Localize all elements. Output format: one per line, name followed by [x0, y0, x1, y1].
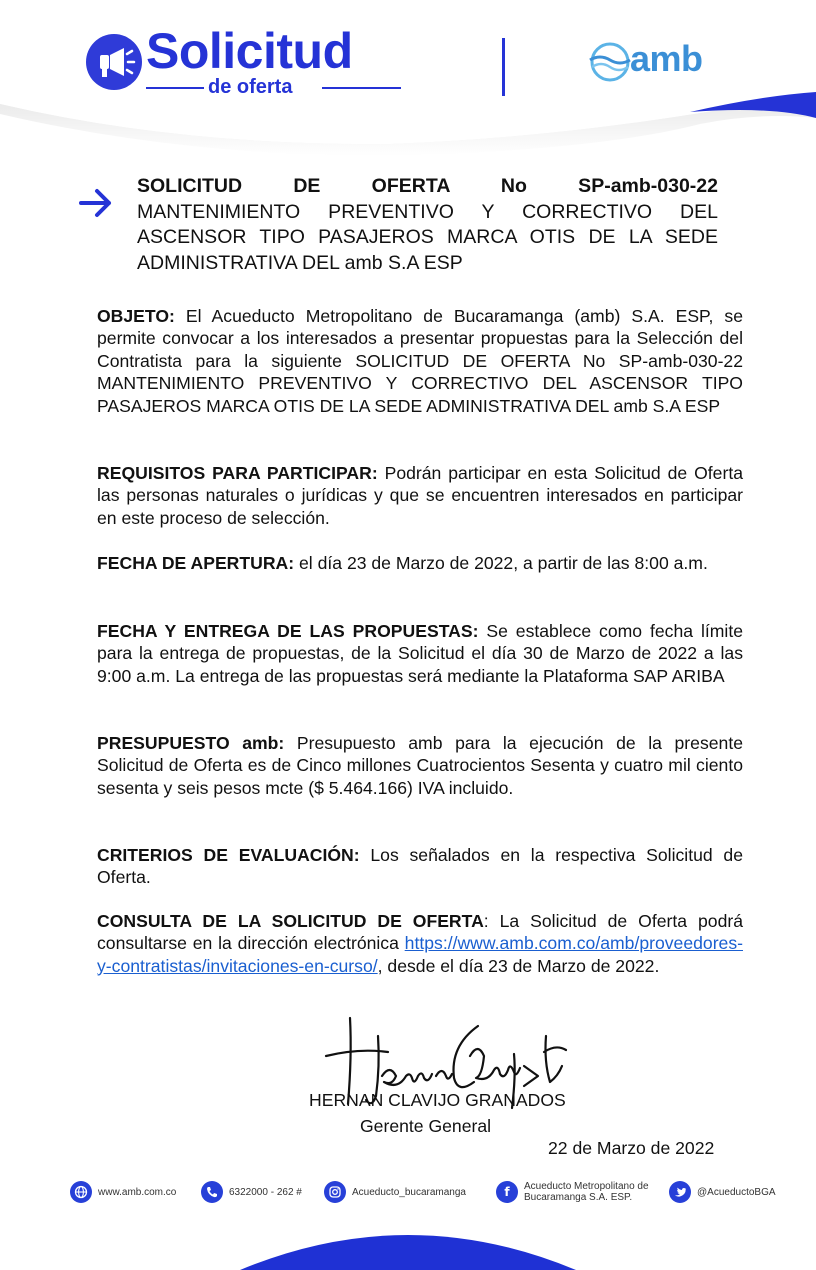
- signatory-name: HERNAN CLAVIJO GRANADOS: [309, 1090, 566, 1110]
- apertura-label: FECHA DE APERTURA:: [97, 553, 295, 573]
- document-date: 22 de Marzo de 2022: [548, 1138, 715, 1158]
- footer-facebook-text: Acueducto Metropolitano de Bucaramanga S.A. ESP.: [524, 1181, 649, 1203]
- footer-instagram[interactable]: [324, 1180, 466, 1204]
- amb-logo-text: amb: [630, 38, 703, 79]
- megaphone-icon: [86, 34, 142, 90]
- footer-website-text: www.amb.com.co: [98, 1186, 177, 1198]
- objeto-paragraph: [97, 305, 743, 417]
- criterios-paragraph: [97, 844, 743, 889]
- title-number: SOLICITUD DE OFERTA No SP-amb-030-22: [137, 175, 718, 197]
- consulta-paragraph: [97, 910, 743, 977]
- footer-phone-text: 6322000 - 262 #: [229, 1186, 302, 1198]
- objeto-label: OBJETO:: [97, 306, 175, 326]
- consulta-text-before: : La Solicitud de Oferta podrá consultarse en la dirección electrónica: [97, 911, 743, 954]
- arrow-right-icon: [78, 186, 114, 220]
- entrega-label: FECHA Y ENTREGA DE LAS PROPUESTAS:: [97, 621, 479, 641]
- title-description: MANTENIMIENTO PREVENTIVO Y CORRECTIVO DEL ASCENSOR TIPO PASAJEROS MARCA OTIS DE LA SEDE ADMINISTRATIVA DEL amb S.A ESP: [137, 200, 718, 274]
- header-divider: [502, 38, 505, 96]
- instagram-icon: [324, 1181, 346, 1203]
- logo-title: Solicitud: [146, 23, 353, 79]
- consulta-link[interactable]: https://www.amb.com.co/amb/proveedores-y-contratistas/invitaciones-en-curso/: [97, 933, 743, 976]
- presupuesto-paragraph: [97, 732, 743, 799]
- logo-subtitle: de oferta: [208, 76, 293, 98]
- apertura-paragraph: [97, 552, 743, 574]
- twitter-icon: [669, 1181, 691, 1203]
- facebook-icon: f: [496, 1181, 518, 1203]
- consulta-text-after: , desde el día 23 de Marzo de 2022.: [377, 955, 660, 976]
- footer-website[interactable]: [70, 1180, 176, 1204]
- logo-rule-left: [146, 87, 204, 89]
- logo-rule-right: [322, 87, 401, 89]
- presupuesto-label: PRESUPUESTO amb:: [97, 733, 285, 753]
- phone-icon: [201, 1181, 223, 1203]
- entrega-text: Se establece como fecha límite para la entrega de propuestas, de la Solicitud el día 30 de Marzo de 2022 a las 9:00 a.m. La entrega de las propuestas será mediante la Plataforma SAP ARIBA: [97, 621, 743, 686]
- entrega-paragraph: [97, 620, 743, 687]
- objeto-text: El Acueducto Metropolitano de Bucaramanga (amb) S.A. ESP, se permite convocar a los interesados a presentar propuestas para la Selección del Contratista para la siguiente SOLICITUD DE OFERTA No SP-amb-030-22 MANTENIMIENTO PREVENTIVO Y CORRECTIVO DEL ASCENSOR TIPO PASAJEROS MARCA OTIS DE LA SEDE ADMINISTRATIVA DEL amb S.A ESP: [97, 306, 743, 416]
- consulta-label: CONSULTA DE LA SOLICITUD DE OFERTA: [97, 911, 484, 931]
- footer-decoration: [0, 1220, 816, 1270]
- requisitos-paragraph: [97, 462, 743, 529]
- footer-twitter-text: @AcueductoBGA: [697, 1186, 776, 1198]
- criterios-text: Los señalados en la respectiva Solicitud de Oferta.: [97, 845, 743, 888]
- document-title: [137, 174, 718, 276]
- globe-icon: [70, 1181, 92, 1203]
- requisitos-text: Podrán participar en esta Solicitud de Oferta las personas naturales o jurídicas y que se encuentren interesados en participar en este proceso de selección.: [97, 463, 743, 528]
- footer-instagram-text: Acueducto_bucaramanga: [352, 1186, 466, 1198]
- logo-subtitle-row: [146, 76, 401, 98]
- footer-twitter[interactable]: [669, 1180, 776, 1204]
- presupuesto-text: Presupuesto amb para la ejecución de la presente Solicitud de Oferta es de Cinco millones Cuatrocientos Sesenta y cuatro mil ciento sesenta y seis pesos mcte ($ 5.464.166) IVA incluido.: [97, 733, 743, 798]
- apertura-text: el día 23 de Marzo de 2022, a partir de las 8:00 a.m.: [294, 553, 708, 573]
- footer-facebook[interactable]: [496, 1180, 654, 1204]
- signatory-role: Gerente General: [360, 1116, 492, 1136]
- requisitos-label: REQUISITOS PARA PARTICIPAR:: [97, 463, 378, 483]
- criterios-label: CRITERIOS DE EVALUACIÓN:: [97, 845, 360, 865]
- footer-phone[interactable]: [201, 1180, 302, 1204]
